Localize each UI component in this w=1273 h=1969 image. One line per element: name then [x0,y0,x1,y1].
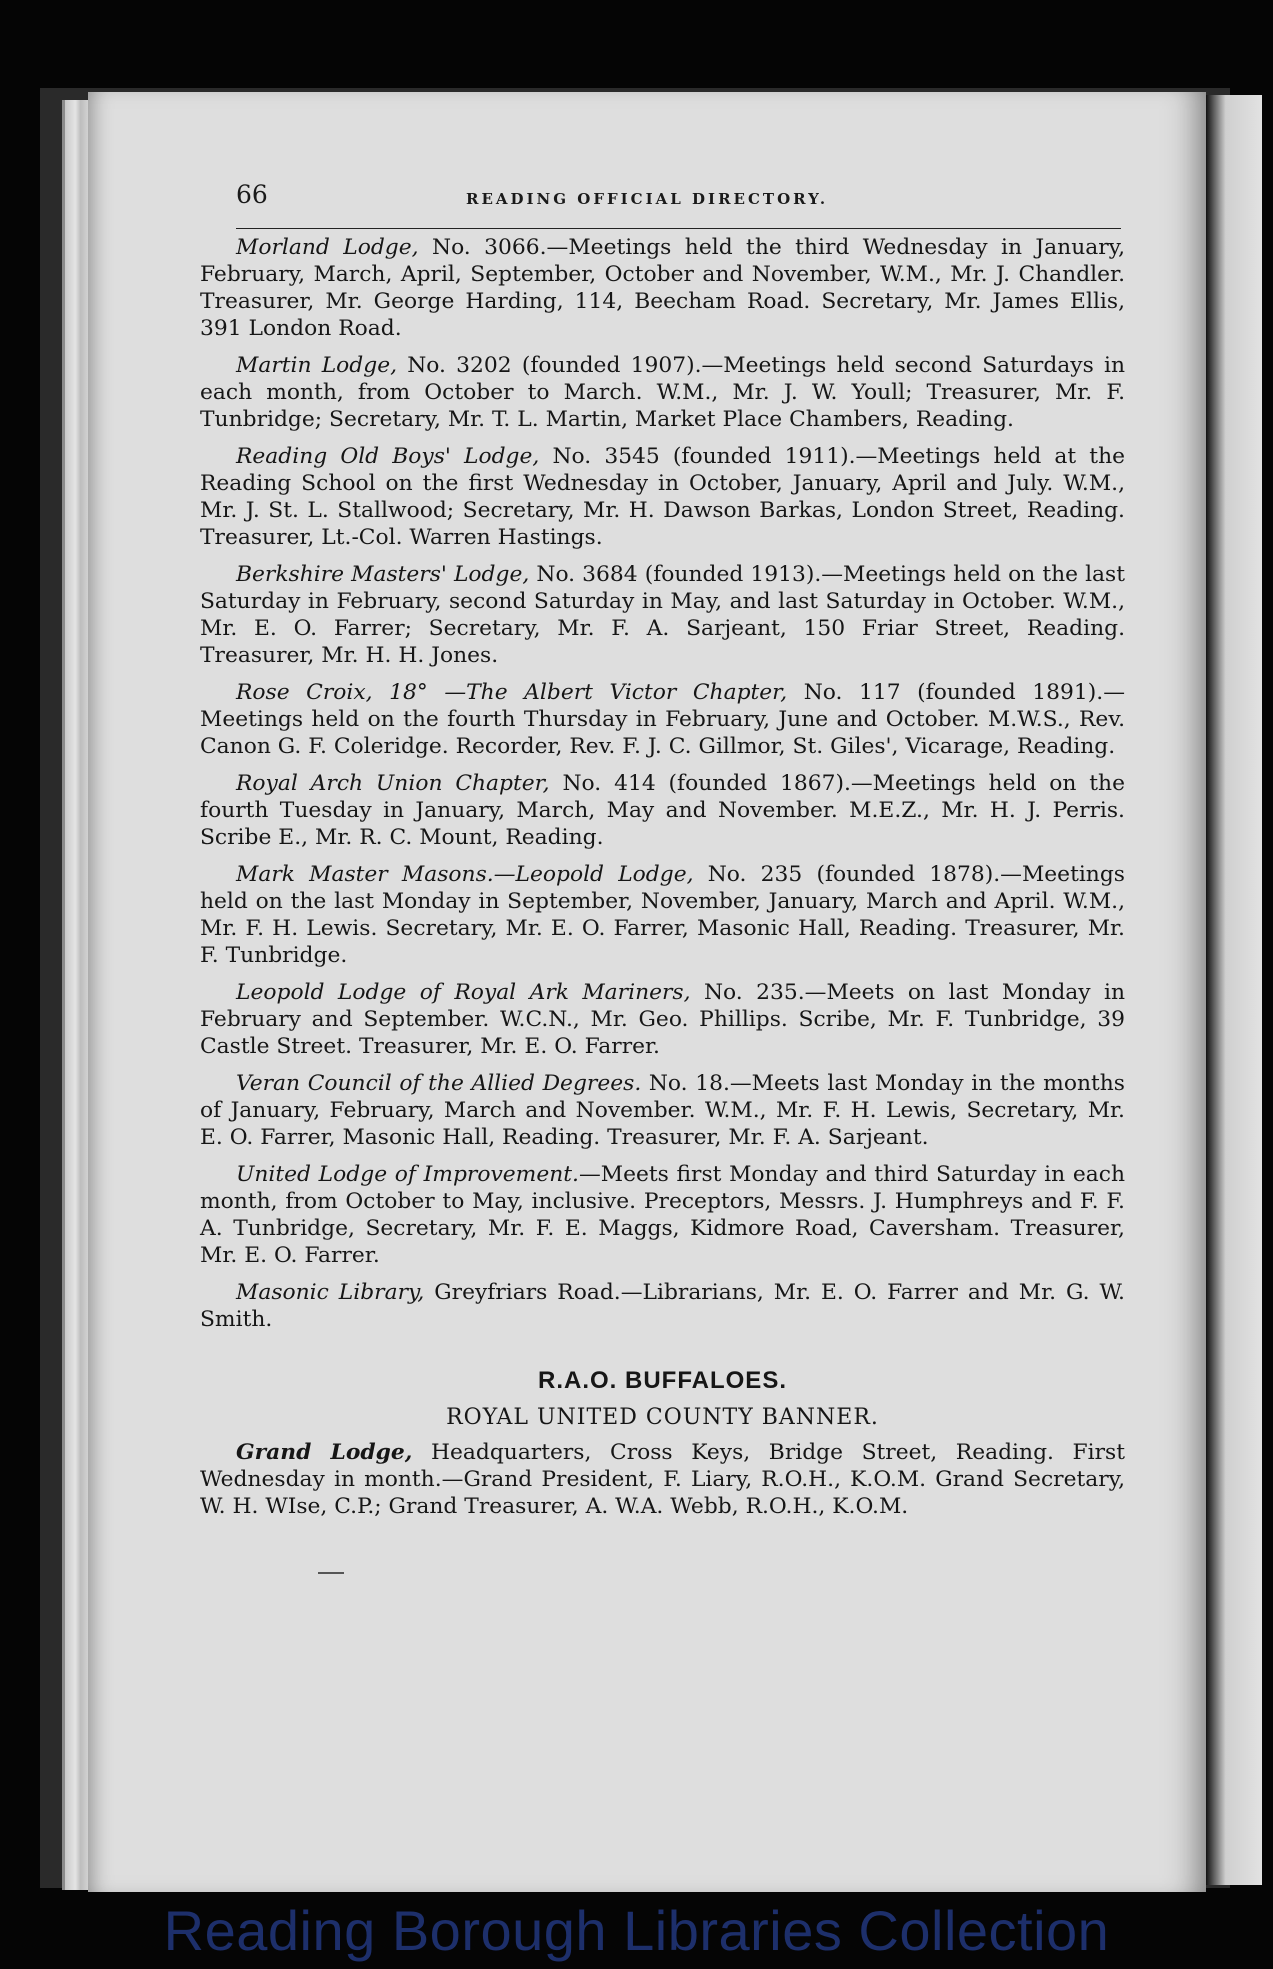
entry-united-lodge-of-improvement [200,1161,1125,1269]
entry-text: No. 3202 (founded 1907).—Meetings held second Saturdays in each month, from October to March. W.M., Mr. J. W. Youll; Treasurer, Mr. F. Tunbridge; Secretary, Mr. T. L. Martin, Market Place Chambers, Reading. [200,353,1125,432]
entry-royal-ark-mariners [200,979,1125,1060]
entry-name: United Lodge of Improvement. [236,1162,579,1187]
page-content [200,234,1125,1530]
entry-name: Royal Arch Union Chapter, [236,771,550,796]
running-title: READING OFFICIAL DIRECTORY. [466,190,829,208]
section-subtitle: ROYAL UNITED COUNTY BANNER. [446,1405,879,1430]
entry-name: Martin Lodge, [236,353,398,378]
entry-morland-lodge [200,234,1125,342]
entry-name: Veran Council of the Allied Degrees. [236,1071,642,1096]
page-edges [62,100,91,1890]
entry-name: Berkshire Masters' Lodge, [236,562,530,587]
entry-text: No. 117 (founded 1891).—Meetings held on the fourth Thursday in February, June and October. M.W.S., Rev. Canon G. F. Coleridge. Recorder, Rev. F. J. C. Gillmor, St. Giles', Vicarage, Reading. [200,680,1125,759]
entry-text: Greyfriars Road.—Librarians, Mr. E. O. Farrer and Mr. G. W. Smith. [200,1280,1125,1332]
entry-name: Mark Master Masons.—Leopold Lodge, [236,862,694,887]
entry-text: Headquarters, Cross Keys, Bridge Street, Reading. First Wednesday in month.—Grand President, F. Liary, R.O.H., K.O.M. Grand Secretary, W. H. WIse, C.P.; Grand Treasurer, A. W.A. Webb, R.O.H., K.O.M. [200,1440,1126,1519]
entry-martin-lodge [200,352,1125,433]
print-mark [318,1572,344,1574]
entry-grand-lodge [200,1439,1125,1520]
section-title: R.A.O. BUFFALOES. [537,1367,787,1394]
entry-text: No. 18.—Meets last Monday in the months of January, February, March and November. W.M., Mr. F. H. Lewis, Secretary, Mr. E. O. Farrer, Masonic Hall, Reading. Treasurer, Mr. F. A. Sarjeant. [200,1071,1125,1150]
entry-name: Rose Croix, 18° —The Albert Victor Chapter, [236,680,788,705]
entry-text: —Meets first Monday and third Saturday in each month, from October to May, inclusive. Preceptors, Messrs. J. Humphreys and F. F. A. Tunbridge, Secretary, Mr. F. E. Maggs, Kidmore Road, Caversham. Treasurer, Mr. E. O. Farrer. [200,1162,1125,1268]
entry-text: No. 3545 (founded 1911).—Meetings held at the Reading School on the first Wednesday in October, January, April and July. W.M., Mr. J. St. L. Stallwood; Secretary, Mr. H. Dawson Barkas, London Street, Reading. Treasurer, Lt.-Col. Warren Hastings. [200,444,1126,550]
entry-veran-council [200,1070,1125,1151]
entry-text: No. 414 (founded 1867).—Meetings held on the fourth Tuesday in January, March, May and November. M.E.Z., Mr. H. J. Perris. Scribe E., Mr. R. C. Mount, Reading. [200,771,1125,850]
facing-page-edge [1206,95,1262,1885]
entry-rose-croix [200,679,1125,760]
entry-name: Reading Old Boys' Lodge, [236,444,540,469]
entry-name: Masonic Library, [236,1280,425,1305]
entry-name: Grand Lodge, [236,1440,413,1465]
entry-text: No. 3066.—Meetings held the third Wednesday in January, February, March, April, September, October and November, W.M., Mr. J. Chandler. Treasurer, Mr. George Harding, 114, Beecham Road. Secretary, Mr. James Ellis, 391 London Road. [200,235,1126,341]
entry-text: No. 235.—Meets on last Monday in February and September. W.C.N., Mr. Geo. Phillips. Scribe, Mr. F. Tunbridge, 39 Castle Street. Treasurer, Mr. E. O. Farrer. [200,980,1126,1059]
entry-mark-master-masons [200,861,1125,969]
entry-masonic-library [200,1279,1125,1333]
page-header [236,180,1121,229]
entry-text: No. 235 (founded 1878).—Meetings held on the last Monday in September, November, January, March and April. W.M., Mr. F. H. Lewis. Secretary, Mr. E. O. Farrer, Masonic Hall, Reading. Treasurer, Mr. F. Tunbridge. [200,862,1125,968]
page-number: 66 [236,180,268,209]
entry-reading-old-boys-lodge [200,443,1125,551]
collection-watermark: Reading Borough Libraries Collection [163,1899,1110,1962]
entry-royal-arch-union-chapter [200,770,1125,851]
entry-berkshire-masters-lodge [200,561,1125,669]
entry-name: Leopold Lodge of Royal Ark Mariners, [236,980,691,1005]
entry-name: Morland Lodge, [236,235,419,260]
entry-text: No. 3684 (founded 1913).—Meetings held on the last Saturday in February, second Saturday in May, and last Saturday in October. W.M., Mr. E. O. Farrer; Secretary, Mr. F. A. Sarjeant, 150 Friar Street, Reading. Treasurer, Mr. H. H. Jones. [200,562,1125,668]
